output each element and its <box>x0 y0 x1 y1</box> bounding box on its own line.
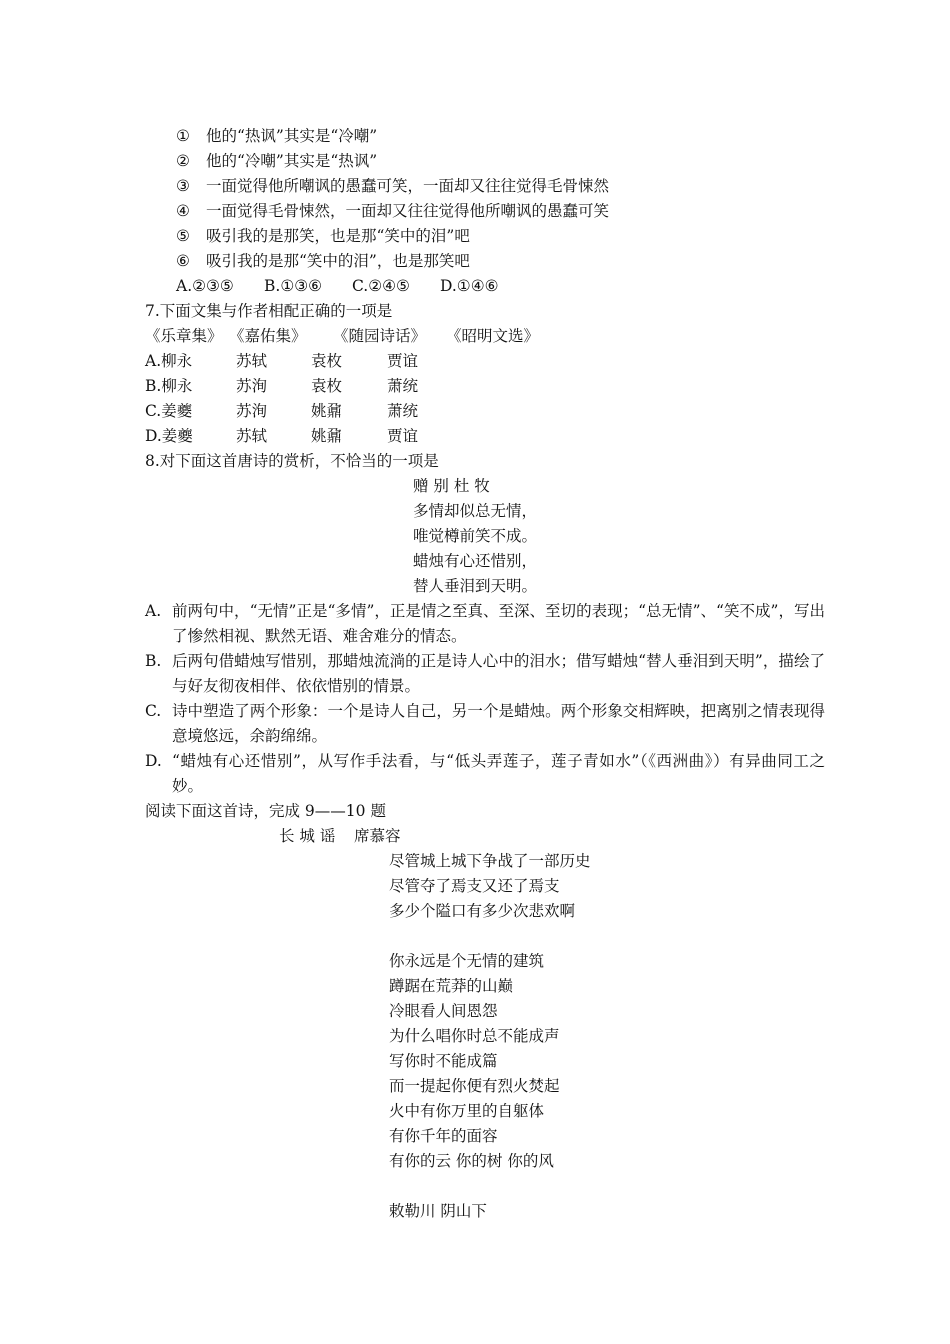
poem-line: 尽管城上城下争战了一部历史 <box>389 852 591 870</box>
q7-option-c-author1: C.姜夔 <box>145 402 193 420</box>
q8-stem: 8.对下面这首唐诗的赏析，不恰当的一项是 <box>145 452 439 470</box>
q7-option-c-author2: 苏洵 <box>236 402 268 420</box>
q8-poem-line: 唯觉樽前笑不成。 <box>413 527 538 545</box>
q6-choice-a: A.②③⑤ <box>176 277 234 295</box>
q6-item: ② 他的“冷嘲”其实是“热讽” <box>176 152 378 170</box>
q7-book: 《昭明文选》 <box>446 327 540 345</box>
q8-poem-line: 多情却似总无情， <box>413 502 538 520</box>
q6-item: ⑤ 吸引我的是那笑，也是那“笑中的泪”吧 <box>176 227 470 245</box>
q7-option-a-author4: 贾谊 <box>387 352 419 370</box>
poem-line: 尽管夺了焉支又还了焉支 <box>389 877 560 895</box>
q8-poem-line: 替人垂泪到天明。 <box>413 577 538 595</box>
poem-line: 敕勒川 阴山下 <box>389 1202 487 1220</box>
q7-option-a-author1: A.柳永 <box>145 352 193 370</box>
reading-intro: 阅读下面这首诗，完成 9——10 题 <box>145 802 386 820</box>
reading-poem-title: 长 城 谣 <box>279 827 336 845</box>
poem-line: 火中有你万里的自躯体 <box>389 1102 545 1120</box>
poem-line: 你永远是个无情的建筑 <box>389 952 545 970</box>
q7-option-d-author2: 苏轼 <box>236 427 268 445</box>
poem-line: 蹲踞在荒莽的山巅 <box>389 977 514 995</box>
q7-option-a-author3: 袁枚 <box>311 352 343 370</box>
q7-book: 《随园诗话》 <box>333 327 427 345</box>
q6-item: ① 他的“热讽”其实是“冷嘲” <box>176 127 378 145</box>
poem-line: 冷眼看人间恩怨 <box>389 1002 498 1020</box>
q8-poem-title: 赠 别 杜 牧 <box>413 477 490 495</box>
q7-option-a-author2: 苏轼 <box>236 352 268 370</box>
poem-line: 有你千年的面容 <box>389 1127 498 1145</box>
q6-item: ④ 一面觉得毛骨悚然，一面却又往往觉得他所嘲讽的愚蠢可笑 <box>176 202 610 220</box>
reading-poem-author: 席慕容 <box>354 827 401 845</box>
q7-option-b-author4: 萧统 <box>387 377 419 395</box>
poem-line: 写你时不能成篇 <box>389 1052 498 1070</box>
q7-option-b-author1: B.柳永 <box>145 377 193 395</box>
q7-book: 《嘉佑集》 <box>229 327 307 345</box>
q7-option-c-author4: 萧统 <box>387 402 419 420</box>
q8-option-c: C. 诗中塑造了两个形象：一个是诗人自己，另一个是蜡烛。两个形象交相辉映，把离别之情表现得意境悠远，余韵绵绵。 <box>145 702 825 745</box>
q8-poem-line: 蜡烛有心还惜别， <box>413 552 538 570</box>
poem-line: 多少个隘口有多少次悲欢啊 <box>389 902 576 920</box>
q7-option-b-author2: 苏洵 <box>236 377 268 395</box>
q7-option-d-author3: 姚鼐 <box>311 427 343 445</box>
poem-line: 为什么唱你时总不能成声 <box>389 1027 560 1045</box>
q6-choice-b: B.①③⑥ <box>264 277 323 295</box>
q6-item: ⑥ 吸引我的是那“笑中的泪”，也是那笑吧 <box>176 252 470 270</box>
q7-option-b-author3: 袁枚 <box>311 377 343 395</box>
q8-option-a: A. 前两句中，“无情”正是“多情”，正是情之至真、至深、至切的表现；“总无情”、“笑不成”，写出了惨然相视、默然无语、难舍难分的情态。 <box>145 602 825 645</box>
q7-option-d-author4: 贾谊 <box>387 427 419 445</box>
poem-line: 有你的云 你的树 你的风 <box>389 1152 554 1170</box>
q7-option-c-author3: 姚鼐 <box>311 402 343 420</box>
poem-line: 而一提起你便有烈火焚起 <box>389 1077 560 1095</box>
q6-choice-c: C.②④⑤ <box>352 277 410 295</box>
q6-choice-d: D.①④⑥ <box>440 277 499 295</box>
q8-option-d: D. “蜡烛有心还惜别”，从写作手法看，与“低头弄莲子，莲子青如水”（《西洲曲》）有异曲同工之妙。 <box>145 752 825 795</box>
q7-stem: 7.下面文集与作者相配正确的一项是 <box>145 302 393 320</box>
q7-book: 《乐章集》 <box>145 327 223 345</box>
q6-item: ③ 一面觉得他所嘲讽的愚蠢可笑，一面却又往往觉得毛骨悚然 <box>176 177 610 195</box>
q7-option-d-author1: D.姜夔 <box>145 427 193 445</box>
q8-option-b: B. 后两句借蜡烛写惜别，那蜡烛流淌的正是诗人心中的泪水；借写蜡烛“替人垂泪到天明”，描绘了与好友彻夜相伴、依依惜别的情景。 <box>145 652 825 695</box>
